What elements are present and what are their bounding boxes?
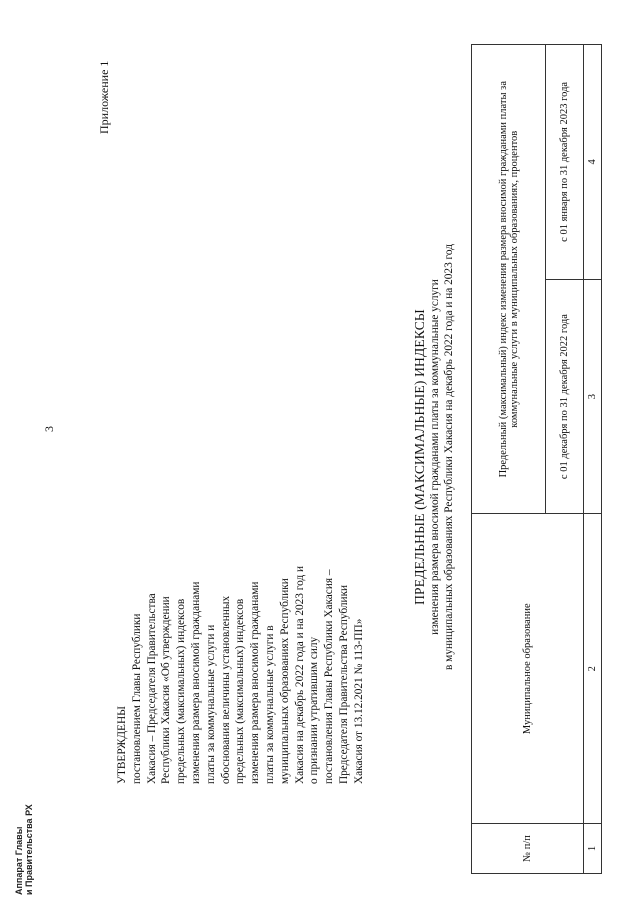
document-subtitle: в муниципальных образованиях Республики Хакасия на декабрь 2022 года и на 2023 год [443, 244, 455, 670]
approval-line: платы за коммунальные услуги в [263, 625, 276, 784]
approval-line: Председателя Правительства Республики [337, 584, 350, 784]
index-table [471, 44, 602, 874]
stamp-line: Аппарат Главы [14, 826, 24, 895]
approval-line: постановлением Главы Республики [130, 613, 143, 784]
approval-line: изменения размера вносимой гражданами [189, 581, 202, 784]
appendix-label: Приложение 1 [97, 60, 111, 134]
header-cell-index-group: Предельный (максимальный) индекс изменения размера вносимой гражданами платы за коммунальные услуги в муниципальных образованиях, процентов [472, 45, 546, 514]
header-cell-period-2022: с 01 декабря по 31 декабря 2022 года [546, 279, 584, 514]
column-number-cell: 2 [584, 514, 602, 824]
approval-line: изменения размера вносимой гражданами [249, 581, 262, 784]
approval-block [115, 524, 367, 784]
header-cell-municipality: Муниципальное образование [472, 514, 584, 824]
document-subtitle: изменения размера вносимой гражданами платы за коммунальные услуги [429, 279, 441, 635]
column-number-cell: 1 [584, 824, 602, 874]
document-sheet [8, 17, 608, 897]
document-title: ПРЕДЕЛЬНЫЕ (МАКСИМАЛЬНЫЕ) ИНДЕКСЫ [412, 309, 427, 605]
approval-line: постановления Главы Республики Хакасия – [323, 569, 336, 784]
approval-line: предельных (максимальных) индексов [234, 598, 247, 784]
column-number-cell: 4 [584, 45, 602, 280]
approval-line: Республики Хакасия «Об утверждении [160, 596, 173, 784]
header-cell-period-2023: с 01 января по 31 декабря 2023 года [546, 45, 584, 280]
approval-line: Хакасия на декабрь 2022 года и на 2023 год и [293, 565, 306, 784]
title-block [412, 57, 456, 857]
approval-line: Хакасия – Председателя Правительства [145, 593, 158, 784]
page-number: 3 [42, 426, 56, 432]
approval-line: платы за коммунальные услуги и [204, 624, 217, 784]
approval-line: муниципальных образованиях Республики [278, 578, 291, 784]
stamp-line: и Правительства РХ [24, 804, 34, 895]
column-number-cell: 3 [584, 279, 602, 514]
approval-line: предельных (максимальных) индексов [175, 598, 188, 784]
office-stamp [14, 804, 34, 895]
approval-line: Хакасия от 13.12.2021 № 113-ПП» [352, 618, 365, 784]
approval-line: УТВЕРЖДЕНЫ [116, 706, 128, 784]
approval-line: о признании утратившим силу [308, 636, 321, 784]
header-cell-number: № п/п [472, 824, 584, 874]
approval-line: обоснования величины установленных [219, 595, 232, 784]
